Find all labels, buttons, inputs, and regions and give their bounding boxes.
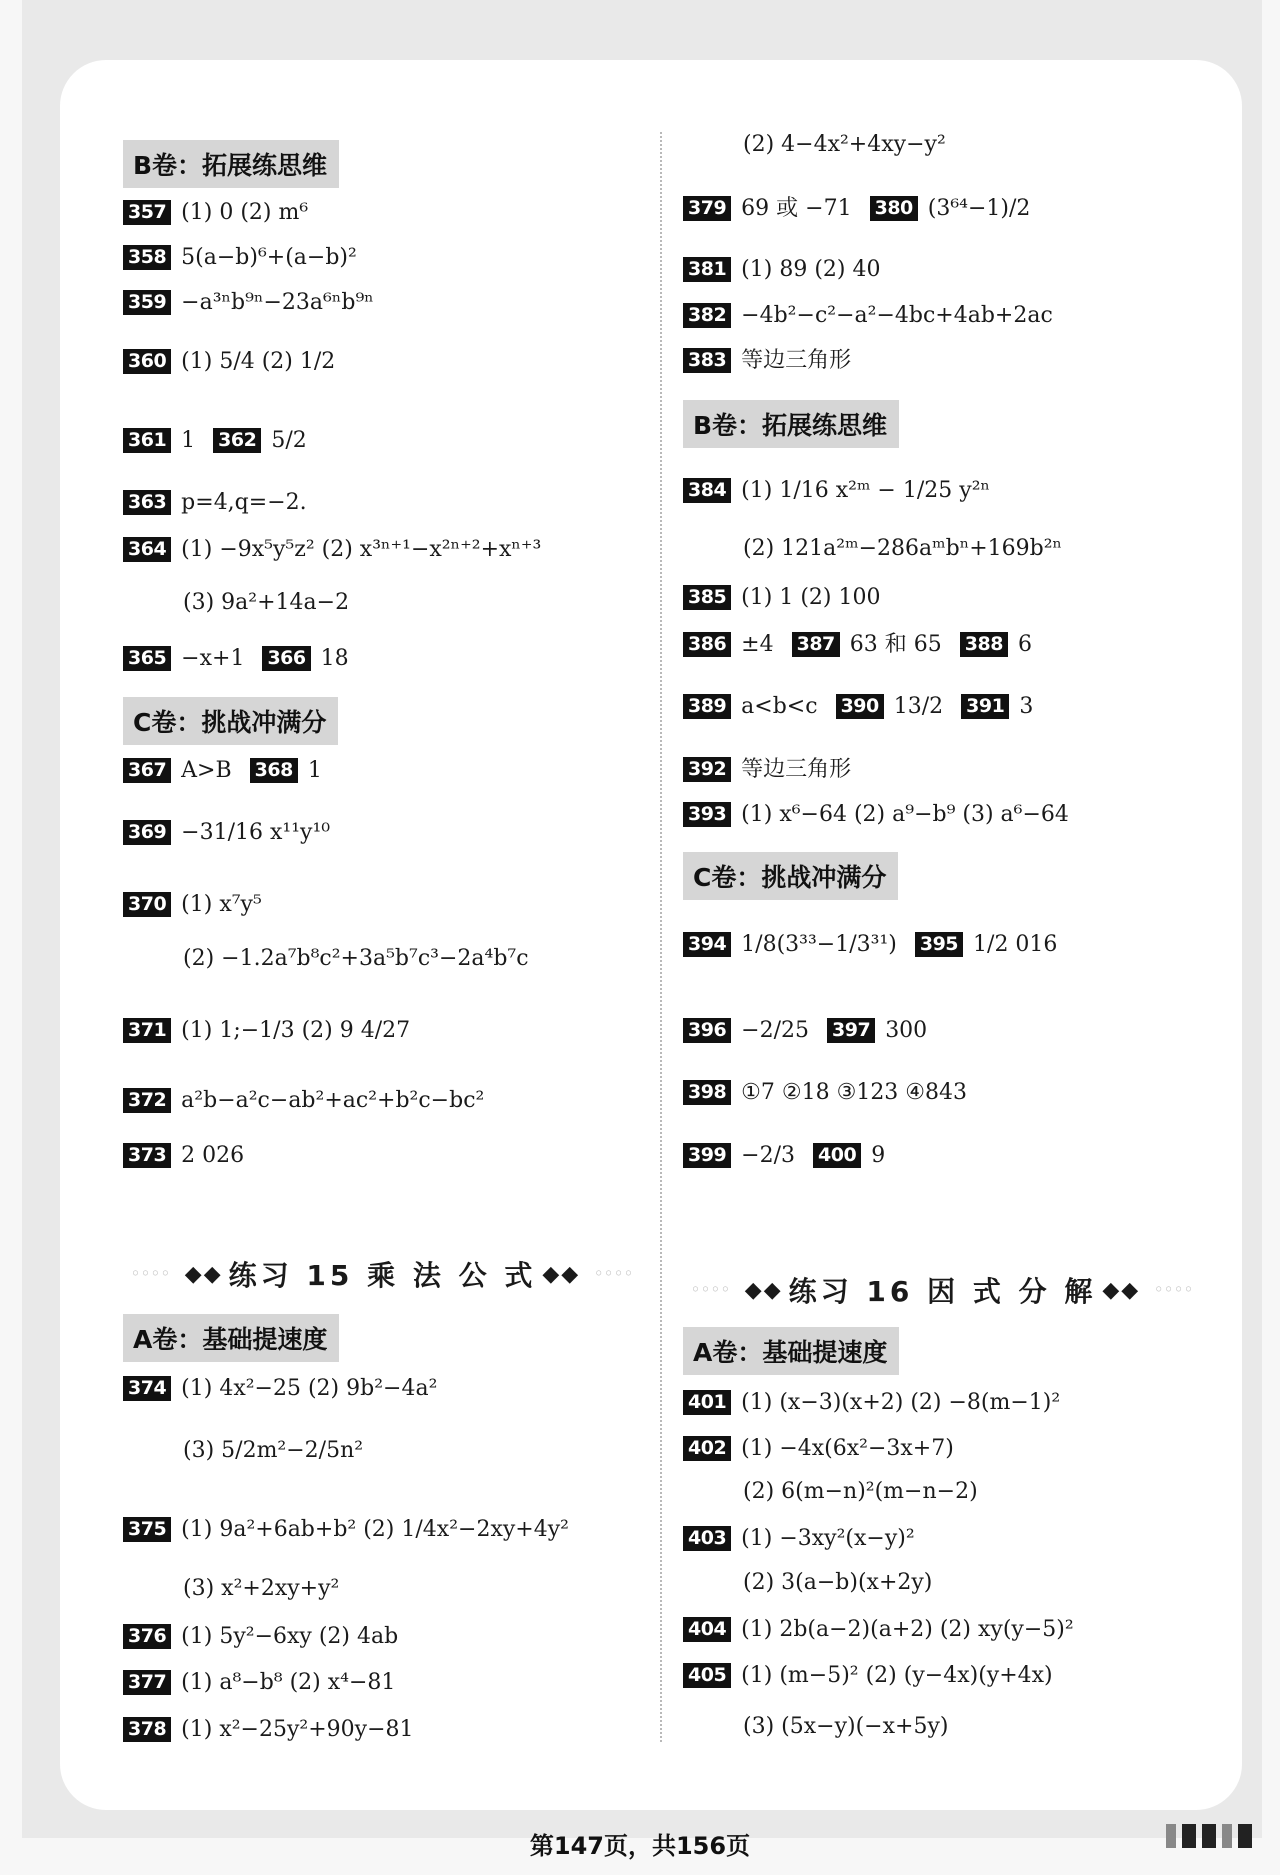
- answer-386-388: 386 ±4 387 63 和 65 388 6: [683, 632, 1032, 657]
- answer-369: 369 −31/16 x¹¹y¹⁰: [123, 820, 330, 845]
- section-a-title-right: A卷：基础提速度: [683, 1327, 899, 1375]
- scan-marks: [1166, 1824, 1252, 1848]
- answer-399-400: 399 −2/3 400 9: [683, 1143, 885, 1168]
- answer-384: 384 (1) 1/16 x²ᵐ − 1/25 y²ⁿ: [683, 478, 990, 503]
- section-c-title-right: C卷：挑战冲满分: [683, 852, 898, 900]
- section-a-title: A卷：基础提速度: [123, 1314, 339, 1362]
- answer-359: 359 −a³ⁿb⁹ⁿ−23a⁶ⁿb⁹ⁿ: [123, 290, 374, 315]
- answer-383: 383 等边三角形: [683, 348, 851, 373]
- answer-358: 358 5(a−b)⁶+(a−b)²: [123, 245, 357, 270]
- answer-374: 374 (1) 4x²−25 (2) 9b²−4a²: [123, 1376, 437, 1401]
- page-number: 第147页，共156页: [529, 1832, 751, 1860]
- answer-371: 371 (1) 1;−1/3 (2) 9 4/27: [123, 1018, 410, 1043]
- answer-376: 376 (1) 5y²−6xy (2) 4ab: [123, 1624, 398, 1649]
- answer-394-395: 394 1/8(3³³−1/3³¹) 395 1/2 016: [683, 932, 1057, 957]
- answer-403-cont: (2) 3(a−b)(x+2y): [743, 1570, 933, 1595]
- answer-396-397: 396 −2/25 397 300: [683, 1018, 927, 1043]
- answer-370-cont: (2) −1.2a⁷b⁸c²+3a⁵b⁷c³−2a⁴b⁷c: [183, 946, 529, 971]
- answer-377: 377 (1) a⁸−b⁸ (2) x⁴−81: [123, 1670, 395, 1695]
- answer-361-362: 361 1 362 5/2: [123, 428, 307, 453]
- answer-385: 385 (1) 1 (2) 100: [683, 585, 880, 610]
- answer-375-cont: (3) x²+2xy+y²: [183, 1576, 340, 1601]
- answer-374-cont: (3) 5/2m²−2/5n²: [183, 1438, 364, 1463]
- answer-372: 372 a²b−a²c−ab²+ac²+b²c−bc²: [123, 1088, 484, 1113]
- answer-364-cont: (3) 9a²+14a−2: [183, 590, 350, 615]
- chapter-15-heading: ◦◦◦◦ ◆◆ 练习 15 乘 法 公 式 ◆◆ ◦◦◦◦: [131, 1259, 634, 1292]
- section-c-title: C卷：挑战冲满分: [123, 697, 338, 745]
- answer-393: 393 (1) x⁶−64 (2) a⁹−b⁹ (3) a⁶−64: [683, 802, 1069, 827]
- answer-373: 373 2 026: [123, 1143, 244, 1168]
- answer-392: 392 等边三角形: [683, 757, 851, 782]
- answer-398: 398 ①7 ②18 ③123 ④843: [683, 1080, 967, 1105]
- answer-378-cont: (2) 4−4x²+4xy−y²: [743, 132, 946, 157]
- chapter-16-heading: ◦◦◦◦ ◆◆ 练习 16 因 式 分 解 ◆◆ ◦◦◦◦: [691, 1275, 1194, 1308]
- answer-365-366: 365 −x+1 366 18: [123, 646, 349, 671]
- answer-357: 357 (1) 0 (2) m⁶: [123, 200, 308, 225]
- answer-363: 363 p=4,q=−2.: [123, 490, 307, 515]
- answer-381: 381 (1) 89 (2) 40: [683, 257, 880, 282]
- answer-405: 405 (1) (m−5)² (2) (y−4x)(y+4x): [683, 1663, 1053, 1688]
- answer-370: 370 (1) x⁷y⁵: [123, 892, 262, 917]
- answer-402: 402 (1) −4x(6x²−3x+7): [683, 1436, 954, 1461]
- answer-405-cont: (3) (5x−y)(−x+5y): [743, 1714, 949, 1739]
- answer-404: 404 (1) 2b(a−2)(a+2) (2) xy(y−5)²: [683, 1617, 1074, 1642]
- answer-389-391: 389 a<b<c 390 13/2 391 3: [683, 694, 1033, 719]
- answer-401: 401 (1) (x−3)(x+2) (2) −8(m−1)²: [683, 1390, 1060, 1415]
- answer-375: 375 (1) 9a²+6ab+b² (2) 1/4x²−2xy+4y²: [123, 1517, 569, 1542]
- answer-382: 382 −4b²−c²−a²−4bc+4ab+2ac: [683, 303, 1053, 328]
- answer-364: 364 (1) −9x⁵y⁵z² (2) x³ⁿ⁺¹−x²ⁿ⁺²+xⁿ⁺³: [123, 537, 541, 562]
- answer-360: 360 (1) 5/4 (2) 1/2: [123, 349, 335, 374]
- answer-378: 378 (1) x²−25y²+90y−81: [123, 1717, 414, 1742]
- answer-367-368: 367 A>B 368 1: [123, 758, 322, 783]
- answer-402-cont: (2) 6(m−n)²(m−n−2): [743, 1479, 978, 1504]
- column-divider: [660, 132, 662, 1742]
- section-b-title: B卷：拓展练思维: [123, 140, 339, 188]
- answer-page: [60, 60, 1242, 1810]
- answer-403: 403 (1) −3xy²(x−y)²: [683, 1526, 915, 1551]
- answer-384-cont: (2) 121a²ᵐ−286aᵐbⁿ+169b²ⁿ: [743, 536, 1063, 561]
- section-b-title-right: B卷：拓展练思维: [683, 400, 899, 448]
- answer-379-380: 379 69 或 −71 380 (3⁶⁴−1)/2: [683, 196, 1030, 221]
